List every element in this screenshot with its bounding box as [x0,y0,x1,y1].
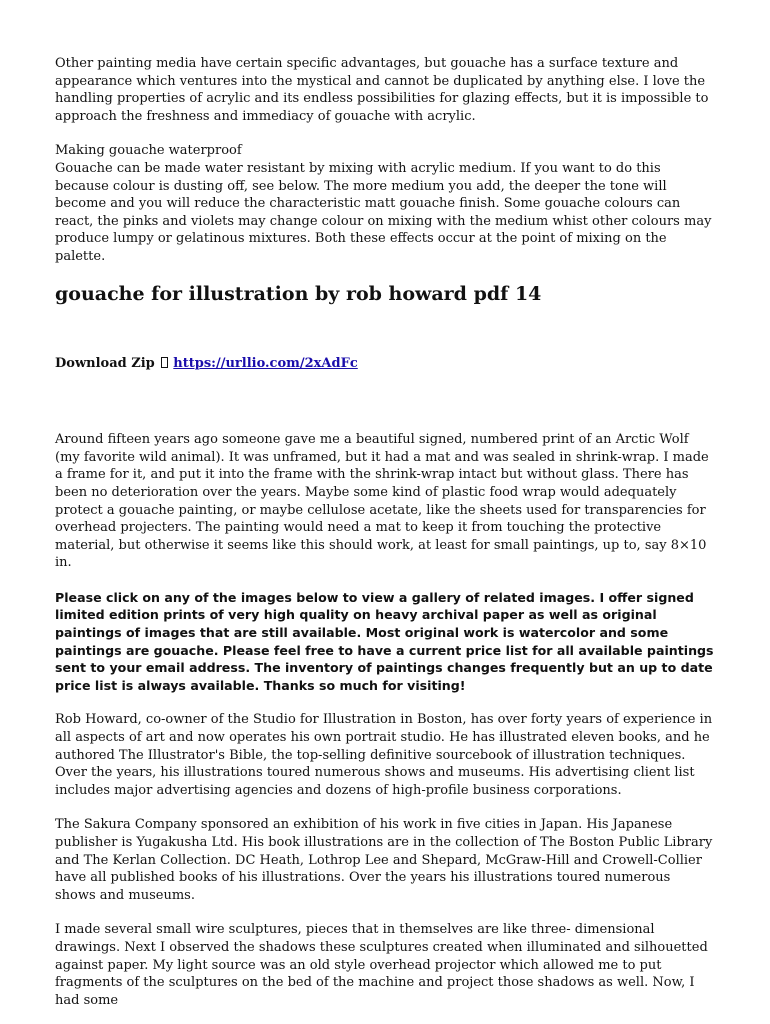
body-paragraph-bio: Rob Howard, co-owner of the Studio for Illustration in Boston, has over forty years of experience in all aspects of art and now operates his own portrait studio. He has illustrated eleven books, and he authored The Illustrator's Bible, the top-selling definitive sourcebook of illustration techniques. Over the years, his illustrations toured numerous shows and museums. His advertising client list includes major advertising agencies and dozens of high-profile business corporations. [55,712,713,798]
body-paragraph-sculptures: I made several small wire sculptures, pieces that in themselves are like three- dimensional drawings. Next I observed the shadows these sculptures created when illuminated and silhouetted against paper. My light source was an old style overhead projector which allowed me to put fragments of the sculptures on the bed of the machine and project those shadows as well. Now, I had some [55,922,708,1008]
waterproof-section [55,142,715,265]
body-paragraph-gallery: Please click on any of the images below to view a gallery of related images. I offer signed limited edition prints of very high quality on heavy archival paper as well as original paintings of images that are still available. Most original work is watercolor and some paintings are gouache. Please feel free to have a current price list for all available paintings sent to your email address. The inventory of paintings changes frequently but an up to date price list is always available. Thanks so much for visiting! [55,589,714,693]
page-title: gouache for illustration by rob howard pdf 14 [55,282,542,305]
section-paragraph: Gouache can be made water resistant by mixing with acrylic medium. If you want to do this because colour is dusting off, see below. The more medium you add, the deeper the tone will become and you will reduce the characteristic matt gouache finish. Some gouache colours can react, the pinks and violets may change colour on mixing with the medium whist other colours may produce lumpy or gelatinous mixtures. Both these effects occur at the point of mixing on the palette. [55,160,712,264]
download-line [55,355,715,373]
section-heading: Making gouache waterproof [55,143,242,159]
download-label: Download Zip [55,355,155,371]
download-link[interactable]: https://urllio.com/2xAdFc [173,355,358,371]
download-box-icon [161,357,168,368]
body-paragraph-exhibition: The Sakura Company sponsored an exhibition of his work in five cities in Japan. His Japanese publisher is Yugakusha Ltd. His book illustrations are in the collection of The Boston Public Library and The Kerlan Collection. DC Heath, Lothrop Lee and Shepard, McGraw-Hill and Crowell-Collier have all published books of his illustrations. Over the years his illustrations toured numerous shows and museums. [55,817,713,903]
intro-paragraph: Other painting media have certain specific advantages, but gouache has a surface texture and appearance which ventures into the mystical and cannot be duplicated by anything else. I love the handling properties of acrylic and its endless possibilities for glazing effects, but it is impossible to approach the freshness and immediacy of gouache with acrylic. [55,56,709,124]
body-paragraph-wolf: Around fifteen years ago someone gave me a beautiful signed, numbered print of an Arctic Wolf (my favorite wild animal). It was unframed, but it had a mat and was sealed in shrink-wrap. I made a frame for it, and put it into the frame with the shrink-wrap intact but without glass. There has been no deterioration over the years. Maybe some kind of plastic food wrap would adequately protect a gouache painting, or maybe cellulose acetate, like the sheets used for transparencies for overhead projecters. The painting would need a mat to keep it from touching the protective material, but otherwise it seems like this should work, at least for small paintings, up to, say 8×10 in. [55,432,709,571]
